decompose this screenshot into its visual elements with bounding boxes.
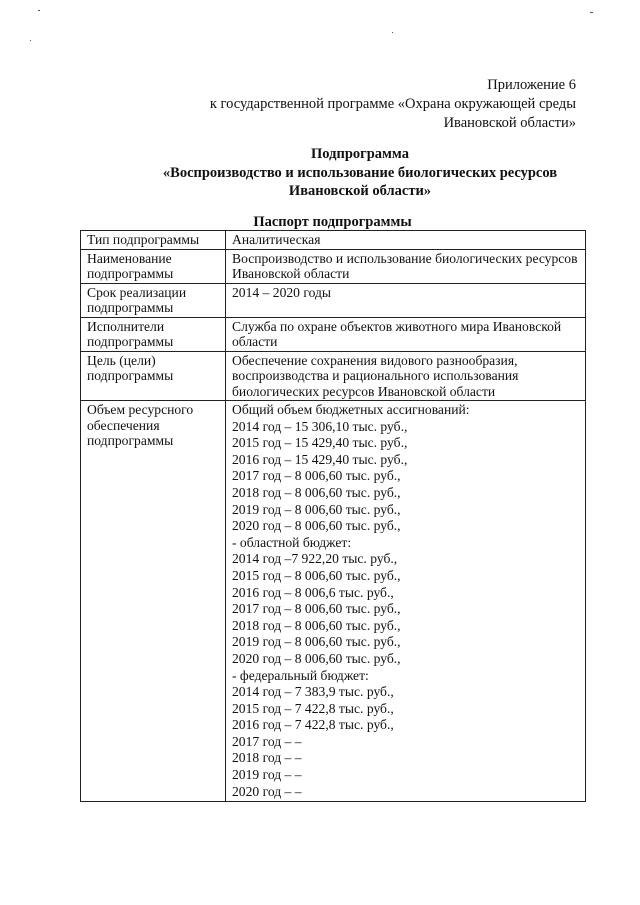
appendix-header xyxy=(210,76,576,133)
funding-line: 2020 год – 8 006,60 тыс. руб., xyxy=(232,518,401,534)
funding-line: 2020 год – 8 006,60 тыс. руб., xyxy=(232,650,401,666)
funding-lines xyxy=(232,402,581,800)
table-row xyxy=(81,317,586,351)
appendix-number: Приложение 6 xyxy=(487,77,576,93)
scan-speck xyxy=(392,32,393,33)
scan-speck xyxy=(38,10,40,11)
funding-line: 2019 год – 8 006,60 тыс. руб., xyxy=(232,501,401,517)
appendix-region: Ивановской области» xyxy=(443,115,576,131)
row-label: Цель (цели) подпрограммы xyxy=(81,351,226,401)
passport-table xyxy=(80,230,586,802)
funding-line: - областной бюджет: xyxy=(232,534,352,550)
row-label: Исполнители подпрограммы xyxy=(81,317,226,351)
row-value: Служба по охране объектов животного мира Ивановской области xyxy=(226,317,586,351)
funding-line: 2015 год – 8 006,60 тыс. руб., xyxy=(232,567,401,583)
row-value: Обеспечение сохранения видового разнообразия, воспроизводства и рационального использования биологических ресурсов Ивановской области xyxy=(226,351,586,401)
funding-line: 2015 год – 15 429,40 тыс. руб., xyxy=(232,435,408,451)
row-value: Воспроизводство и использование биологических ресурсов Ивановской области xyxy=(226,249,586,283)
funding-line: 2019 год – – xyxy=(232,767,302,783)
table-row xyxy=(81,283,586,317)
funding-line: - федеральный бюджет: xyxy=(232,667,369,683)
table-row xyxy=(81,249,586,283)
subprogram-name-line1: «Воспроизводство и использование биологических ресурсов xyxy=(162,164,558,181)
subprogram-title xyxy=(70,145,640,201)
funding-line: 2014 год – 7 383,9 тыс. руб., xyxy=(232,684,394,700)
funding-breakdown xyxy=(226,401,586,802)
table-row xyxy=(81,351,586,401)
funding-line: 2019 год – 8 006,60 тыс. руб., xyxy=(232,634,401,650)
scan-speck xyxy=(30,40,31,41)
funding-line: 2018 год – – xyxy=(232,750,302,766)
funding-line: Общий объем бюджетных ассигнований: xyxy=(232,402,470,417)
funding-line: 2017 год – 8 006,60 тыс. руб., xyxy=(232,601,401,617)
subprogram-heading: Подпрограмма xyxy=(311,146,409,162)
table-row-funding xyxy=(81,401,586,802)
table-row xyxy=(81,231,586,250)
funding-line: 2014 год –7 922,20 тыс. руб., xyxy=(232,551,398,567)
subprogram-name-line2: Ивановской области» xyxy=(288,183,432,199)
funding-line: 2015 год – 7 422,8 тыс. руб., xyxy=(232,700,394,716)
funding-line: 2016 год – 8 006,6 тыс. руб., xyxy=(232,584,394,600)
funding-line: 2017 год – – xyxy=(232,733,302,749)
row-label: Наименование подпрограммы xyxy=(81,249,226,283)
funding-line: 2020 год – – xyxy=(232,783,302,799)
funding-line: 2016 год – 7 422,8 тыс. руб., xyxy=(232,717,394,733)
row-label: Срок реализации подпрограммы xyxy=(81,283,226,317)
passport-title: Паспорт подпрограммы xyxy=(253,214,412,230)
funding-line: 2018 год – 8 006,60 тыс. руб., xyxy=(232,484,401,500)
row-label: Тип подпрограммы xyxy=(81,231,226,250)
row-value: 2014 – 2020 годы xyxy=(226,283,586,317)
appendix-program-ref: к государственной программе «Охрана окружающей среды xyxy=(209,96,576,112)
funding-line: 2017 год – 8 006,60 тыс. руб., xyxy=(232,468,401,484)
funding-line: 2016 год – 15 429,40 тыс. руб., xyxy=(232,451,408,467)
row-value: Аналитическая xyxy=(226,231,586,250)
funding-line: 2018 год – 8 006,60 тыс. руб., xyxy=(232,617,401,633)
row-label: Объем ресурсного обеспечения подпрограммы xyxy=(81,401,226,802)
funding-line: 2014 год – 15 306,10 тыс. руб., xyxy=(232,418,408,434)
scan-speck xyxy=(590,12,593,13)
